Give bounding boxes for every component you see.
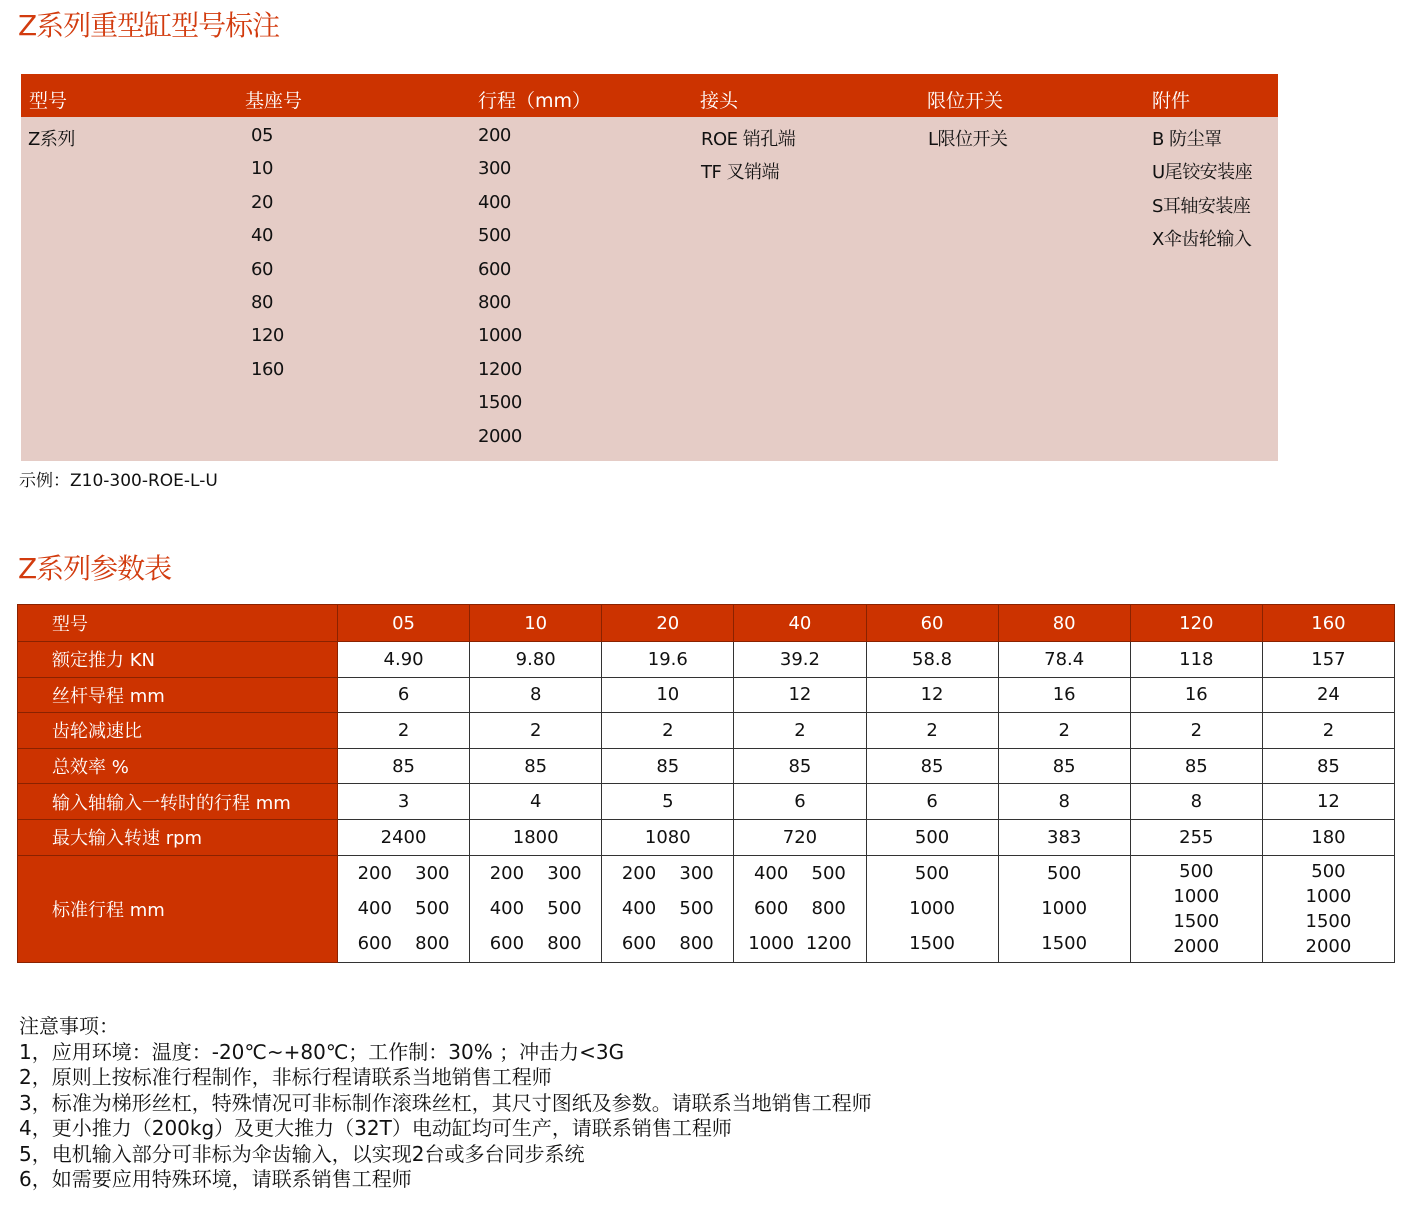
stroke-value: 1000: [909, 898, 955, 920]
stroke-value: 500: [811, 863, 846, 885]
stroke-value: 200: [489, 863, 525, 885]
row-label: 额定推力 KN: [18, 642, 338, 678]
stroke-cell: [866, 855, 998, 962]
table-cell: 255: [1130, 819, 1262, 855]
stroke-value: 800: [415, 933, 450, 955]
model-designation-title: Z系列重型缸型号标注: [18, 9, 280, 42]
list-item: 2000: [478, 425, 522, 447]
list-item: Z系列: [28, 129, 75, 150]
header-stroke: 行程（mm）: [478, 90, 592, 112]
stroke-value: 1000: [1173, 885, 1220, 907]
stroke-value: 500: [1179, 860, 1214, 882]
model-cell: 160: [1262, 605, 1394, 642]
list-item: 800: [478, 291, 511, 313]
stroke-value: 1500: [1305, 910, 1352, 932]
stroke-value: 500: [679, 898, 714, 920]
stroke-value: 300: [547, 863, 582, 885]
table-cell: 85: [734, 748, 866, 784]
table-cell: 5: [602, 784, 734, 820]
header-accessory: 附件: [1152, 90, 1191, 112]
header-base: 基座号: [245, 90, 303, 112]
stroke-value: 500: [1047, 863, 1082, 885]
table-row: [18, 713, 1395, 749]
model-cell: 80: [998, 605, 1130, 642]
header-joint: 接头: [700, 90, 739, 112]
stroke-value: 1000: [1041, 898, 1088, 920]
column-base: [251, 125, 284, 392]
table-cell: 2400: [338, 819, 470, 855]
model-cell: 20: [602, 605, 734, 642]
stroke-cell: [338, 855, 470, 962]
stroke-cell: [602, 855, 734, 962]
table-cell: 6: [734, 784, 866, 820]
parameter-table: [17, 604, 1395, 963]
list-item: 05: [251, 125, 273, 146]
table-cell: 118: [1130, 642, 1262, 678]
column-accessory: [1152, 125, 1252, 259]
list-item: ROE 销孔端: [701, 129, 796, 150]
list-item: 10: [251, 158, 273, 180]
stroke-value: 300: [679, 863, 714, 885]
stroke-value: 400: [621, 898, 657, 920]
table-cell: 8: [470, 677, 602, 713]
table-row: [18, 855, 1395, 962]
stroke-value: 400: [753, 863, 789, 885]
table-cell: 12: [1262, 784, 1394, 820]
table-cell: 2: [338, 713, 470, 749]
stroke-cell: [1262, 855, 1394, 962]
list-item: 40: [251, 225, 273, 247]
list-item: L限位开关: [928, 129, 1008, 150]
stroke-value: 1500: [1173, 910, 1220, 932]
table-cell: 2: [602, 713, 734, 749]
table-cell: 3: [338, 784, 470, 820]
stroke-value: 400: [357, 898, 392, 920]
column-model: [28, 125, 75, 158]
list-item: 60: [251, 258, 273, 280]
stroke-value: 600: [489, 933, 525, 955]
row-label: 型号: [18, 605, 338, 642]
stroke-value: 500: [1311, 860, 1346, 882]
table-cell: 1080: [602, 819, 734, 855]
stroke-value: 1500: [1041, 933, 1088, 955]
stroke-value: 800: [679, 933, 714, 955]
column-stroke: [478, 125, 522, 459]
list-item: 120: [251, 325, 284, 347]
table-row: [18, 784, 1395, 820]
model-table-header: [21, 74, 1278, 117]
stroke-cell: [1130, 855, 1262, 962]
table-cell: 85: [470, 748, 602, 784]
table-cell: 85: [338, 748, 470, 784]
table-cell: 8: [998, 784, 1130, 820]
table-row: [18, 677, 1395, 713]
table-cell: 500: [866, 819, 998, 855]
note-item: 1，应用环境：温度：-20℃~+80℃；工作制：30% ；冲击力<3G: [19, 1039, 625, 1064]
note-item: 3，标准为梯形丝杠，特殊情况可非标制作滚珠丝杠，其尺寸图纸及参数。请联系当地销售工程师: [19, 1090, 872, 1115]
list-item: TF 叉销端: [701, 162, 780, 184]
table-cell: 85: [866, 748, 998, 784]
stroke-cell: [470, 855, 602, 962]
stroke-value: 1000: [748, 933, 795, 955]
stroke-value: 2000: [1173, 935, 1220, 957]
stroke-value: 1200: [805, 933, 852, 955]
table-cell: 12: [866, 677, 998, 713]
table-cell: 2: [734, 713, 866, 749]
list-item: 400: [478, 191, 511, 213]
model-cell: 120: [1130, 605, 1262, 642]
list-item: 160: [251, 358, 284, 380]
table-cell: 10: [602, 677, 734, 713]
table-cell: 4: [470, 784, 602, 820]
stroke-value: 200: [357, 863, 392, 885]
note-item: 2，原则上按标准行程制作，非标行程请联系当地销售工程师: [19, 1065, 552, 1089]
list-item: 80: [251, 291, 273, 313]
list-item: U尾铰安装座: [1152, 162, 1253, 184]
row-label: 标准行程 mm: [18, 855, 338, 962]
table-cell: 720: [734, 819, 866, 855]
table-row: [18, 819, 1395, 855]
list-item: 200: [478, 125, 511, 146]
list-item: 1200: [478, 358, 522, 380]
table-cell: 19.6: [602, 642, 734, 678]
model-cell: 40: [734, 605, 866, 642]
stroke-value: 500: [547, 898, 582, 920]
row-label: 最大输入转速 rpm: [18, 819, 338, 855]
column-joint: [701, 125, 795, 192]
table-cell: 2: [470, 713, 602, 749]
note-item: 4，更小推力（200kg）及更大推力（32T）电动缸均可生产，请联系销售工程师: [19, 1116, 732, 1140]
table-cell: 383: [998, 819, 1130, 855]
table-cell: 12: [734, 677, 866, 713]
model-cell: 10: [470, 605, 602, 642]
table-row: [18, 748, 1395, 784]
table-cell: 2: [866, 713, 998, 749]
note-item: 6，如需要应用特殊环境，请联系销售工程师: [19, 1167, 412, 1191]
table-cell: 4.90: [338, 642, 470, 678]
table-cell: 6: [866, 784, 998, 820]
table-cell: 1800: [470, 819, 602, 855]
column-limit-switch: [928, 125, 1008, 158]
table-cell: 16: [1130, 677, 1262, 713]
table-row: [18, 605, 1395, 642]
table-cell: 24: [1262, 677, 1394, 713]
stroke-value: 600: [753, 898, 789, 920]
notes-heading: 注意事项：: [19, 1014, 119, 1038]
row-label: 丝杆导程 mm: [18, 677, 338, 713]
table-cell: 85: [602, 748, 734, 784]
stroke-value: 300: [415, 863, 450, 885]
stroke-value: 800: [811, 898, 846, 920]
table-cell: 9.80: [470, 642, 602, 678]
table-cell: 16: [998, 677, 1130, 713]
model-table-body: [21, 117, 1278, 461]
table-cell: 2: [998, 713, 1130, 749]
list-item: 1000: [478, 325, 522, 347]
stroke-value: 2000: [1305, 935, 1352, 957]
stroke-value: 200: [621, 863, 657, 885]
list-item: 300: [478, 158, 511, 180]
stroke-cell: [734, 855, 866, 962]
table-cell: 8: [1130, 784, 1262, 820]
row-label: 总效率 %: [18, 748, 338, 784]
table-cell: 85: [1262, 748, 1394, 784]
note-item: 5，电机输入部分可非标为伞齿输入，以实现2台或多台同步系统: [19, 1141, 585, 1166]
list-item: 1500: [478, 392, 522, 414]
list-item: 600: [478, 258, 511, 280]
table-cell: 39.2: [734, 642, 866, 678]
stroke-value: 500: [415, 898, 450, 920]
list-item: B 防尘罩: [1152, 129, 1222, 150]
table-cell: 6: [338, 677, 470, 713]
table-cell: 78.4: [998, 642, 1130, 678]
table-cell: 180: [1262, 819, 1394, 855]
stroke-cell: [998, 855, 1130, 962]
stroke-value: 600: [621, 933, 657, 955]
table-cell: 157: [1262, 642, 1394, 678]
stroke-value: 400: [489, 898, 525, 920]
list-item: X伞齿轮输入: [1152, 229, 1252, 251]
table-cell: 85: [998, 748, 1130, 784]
stroke-value: 1500: [909, 933, 955, 955]
row-label: 输入轴输入一转时的行程 mm: [18, 784, 338, 820]
table-row: [18, 642, 1395, 678]
stroke-value: 800: [547, 933, 582, 955]
table-cell: 58.8: [866, 642, 998, 678]
model-cell: 05: [338, 605, 470, 642]
header-model: 型号: [29, 90, 68, 112]
row-label: 齿轮减速比: [18, 713, 338, 749]
list-item: 500: [478, 225, 511, 247]
list-item: S耳轴安装座: [1152, 195, 1251, 217]
example-designation: 示例：Z10-300-ROE-L-U: [19, 471, 218, 491]
model-cell: 60: [866, 605, 998, 642]
notes-section: [19, 1014, 872, 1193]
table-cell: 85: [1130, 748, 1262, 784]
table-cell: 2: [1262, 713, 1394, 749]
list-item: 20: [251, 191, 273, 213]
stroke-value: 1000: [1305, 885, 1352, 907]
header-limit-switch: 限位开关: [927, 90, 1004, 112]
stroke-value: 500: [914, 863, 950, 885]
stroke-value: 600: [357, 933, 392, 955]
table-cell: 2: [1130, 713, 1262, 749]
parameter-table-title: Z系列参数表: [18, 552, 172, 585]
